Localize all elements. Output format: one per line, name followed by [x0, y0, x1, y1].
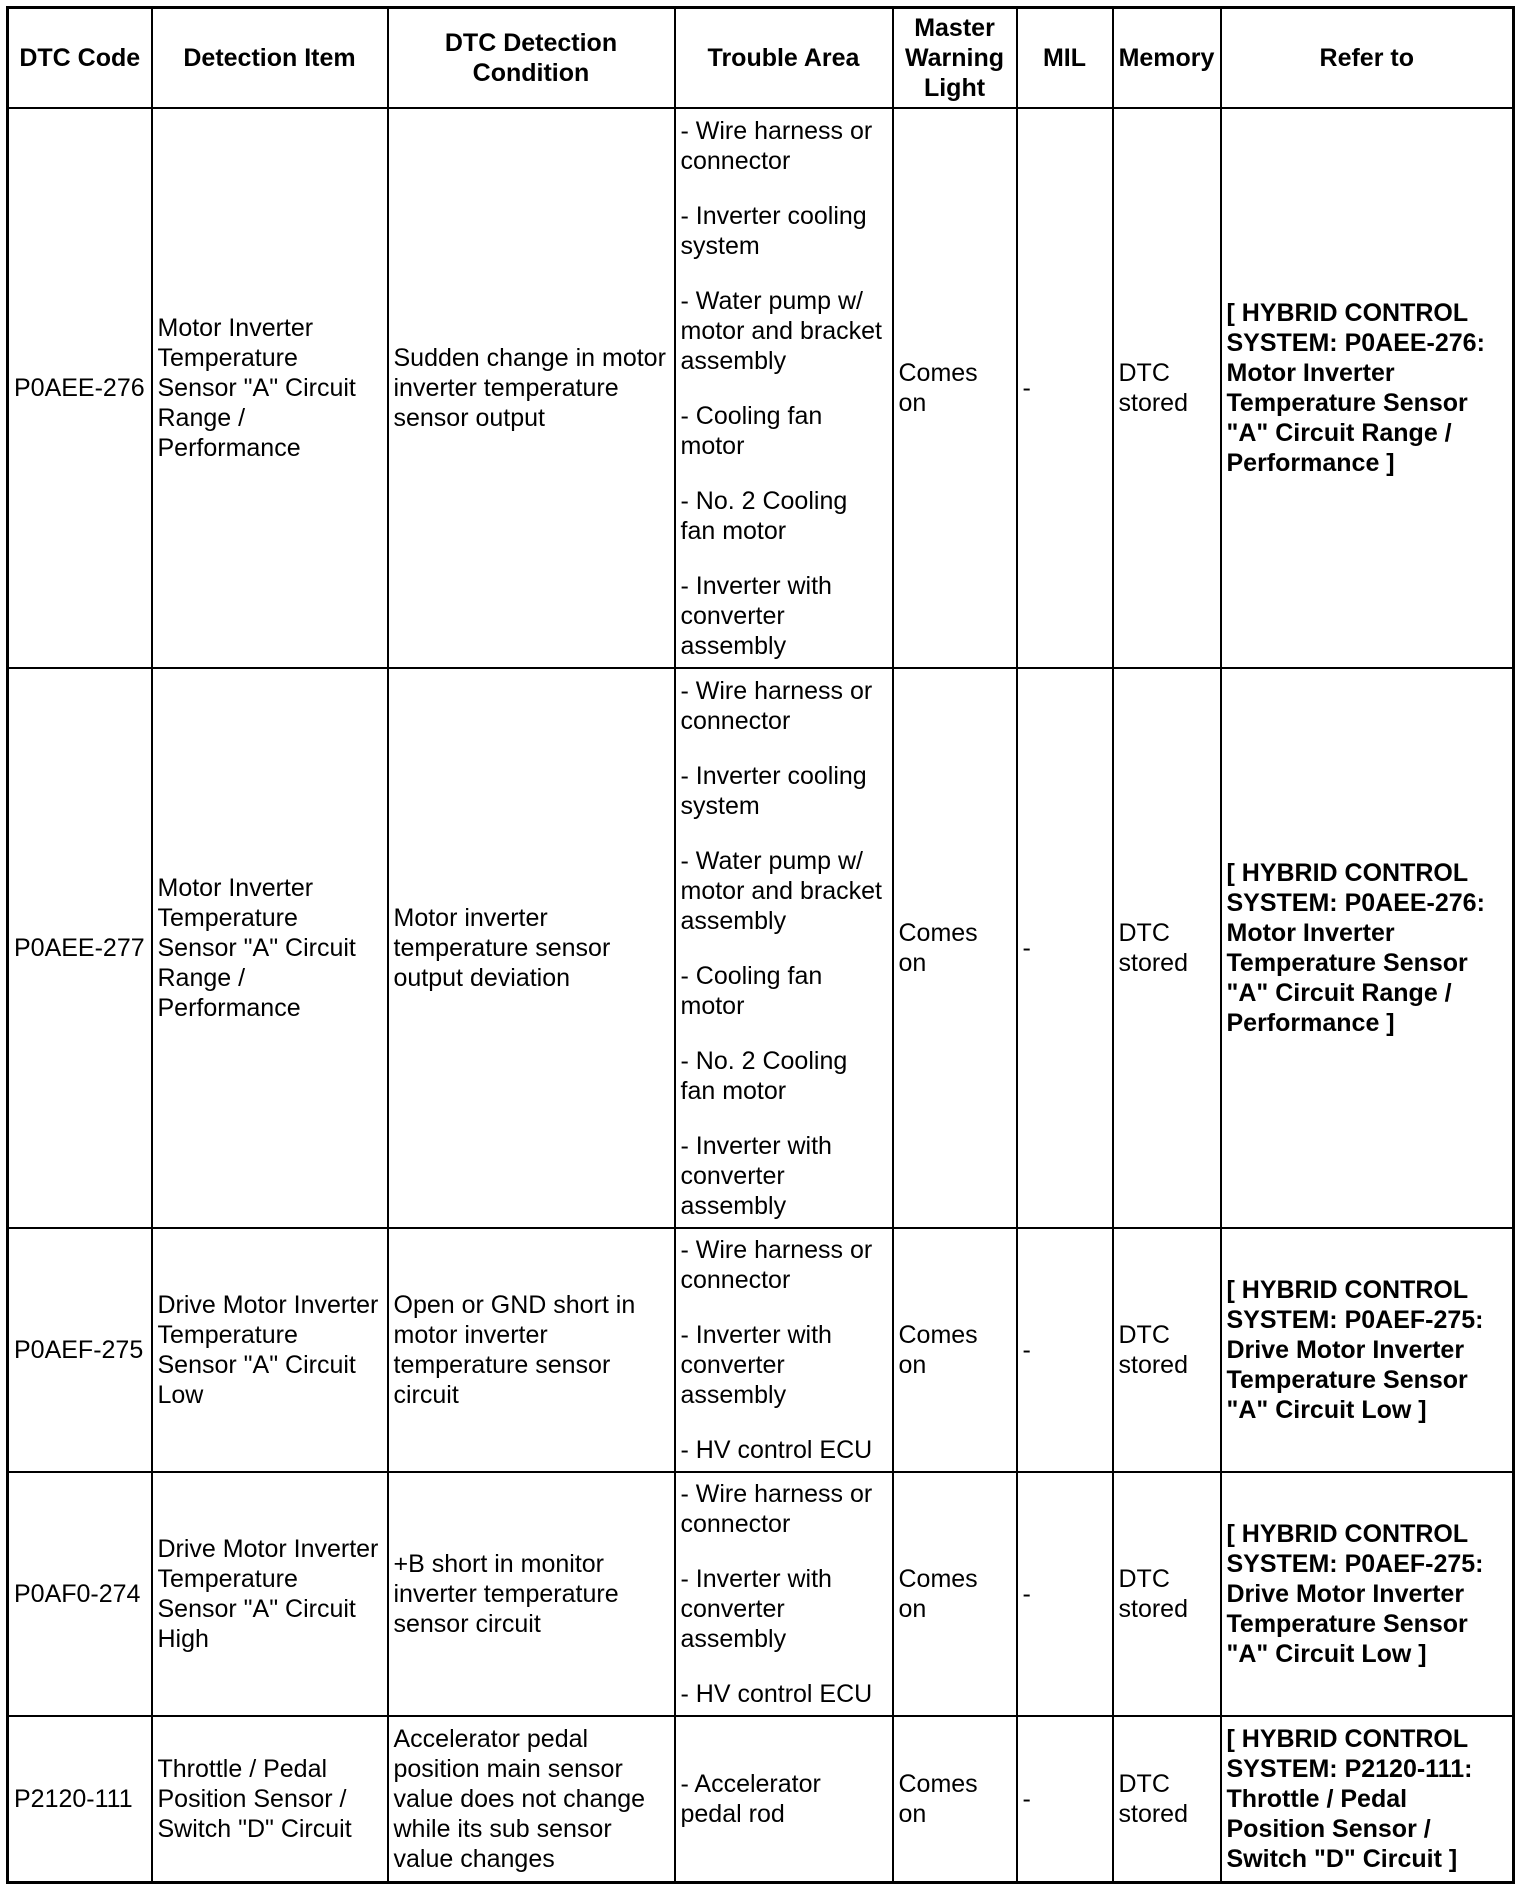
trouble-area-item: - Cooling fan motor	[680, 401, 823, 460]
trouble-area-item: - Wire harness or connector	[680, 1480, 873, 1538]
dtc-code-cell: P0AEE-277	[8, 668, 152, 1228]
dtc-table	[6, 6, 1515, 1884]
trouble-area-item: - No. 2 Cooling fan motor	[680, 1046, 848, 1105]
detection-item-cell: Throttle / Pedal Position Sensor / Switch "D" Circuit	[152, 1716, 388, 1883]
header-detection-condition: DTC Detection Condition	[388, 8, 675, 109]
detection-item-cell: Drive Motor Inverter Temperature Sensor "A" Circuit Low	[152, 1228, 388, 1472]
dtc-code-cell: P0AEF-275	[8, 1228, 152, 1472]
master-warning-light-cell: Comes on	[893, 668, 1017, 1228]
header-mil: MIL	[1017, 8, 1113, 109]
detection-item-cell: Motor Inverter Temperature Sensor "A" Circuit Range / Performance	[152, 108, 388, 668]
dtc-table-container	[6, 6, 1512, 1884]
detection-condition-cell: Motor inverter temperature sensor output deviation	[388, 668, 675, 1228]
trouble-area-cell	[675, 668, 893, 1228]
detection-condition-cell: Sudden change in motor inverter temperature sensor output	[388, 108, 675, 668]
detection-condition-cell: Open or GND short in motor inverter temperature sensor circuit	[388, 1228, 675, 1472]
trouble-area-item: - HV control ECU	[680, 1436, 873, 1464]
table-row	[8, 668, 1514, 1228]
trouble-area-item: - HV control ECU	[680, 1680, 873, 1708]
dtc-code-cell: P0AF0-274	[8, 1472, 152, 1716]
refer-to-cell: [ HYBRID CONTROL SYSTEM: P0AEF-275: Drive Motor Inverter Temperature Sensor "A" Circuit Low ]	[1221, 1228, 1514, 1472]
trouble-area-cell	[675, 1228, 893, 1472]
header-master-warning-light: Master Warning Light	[893, 8, 1017, 109]
table-row	[8, 1716, 1514, 1883]
trouble-area-item: - Inverter cooling system	[680, 761, 867, 820]
trouble-area-item: - Inverter with converter assembly	[680, 1131, 832, 1220]
trouble-area-item: - Inverter with converter assembly	[680, 1565, 832, 1653]
master-warning-light-cell: Comes on	[893, 1472, 1017, 1716]
mil-cell: -	[1017, 1716, 1113, 1883]
header-trouble-area: Trouble Area	[675, 8, 893, 109]
trouble-area-item: - Inverter cooling system	[680, 201, 867, 260]
master-warning-light-cell: Comes on	[893, 1228, 1017, 1472]
table-row	[8, 108, 1514, 668]
dtc-code-cell: P0AEE-276	[8, 108, 152, 668]
trouble-area-cell	[675, 1716, 893, 1883]
mil-cell: -	[1017, 108, 1113, 668]
trouble-area-item: - Inverter with converter assembly	[680, 1321, 832, 1409]
refer-to-cell: [ HYBRID CONTROL SYSTEM: P0AEF-275: Drive Motor Inverter Temperature Sensor "A" Circuit Low ]	[1221, 1472, 1514, 1716]
master-warning-light-cell: Comes on	[893, 1716, 1017, 1883]
header-refer-to: Refer to	[1221, 8, 1514, 109]
memory-cell: DTC stored	[1113, 1472, 1221, 1716]
memory-cell: DTC stored	[1113, 668, 1221, 1228]
refer-to-cell: [ HYBRID CONTROL SYSTEM: P0AEE-276: Motor Inverter Temperature Sensor "A" Circuit Range / Performance ]	[1221, 108, 1514, 668]
mil-cell: -	[1017, 1228, 1113, 1472]
table-header-row	[8, 8, 1514, 109]
header-memory: Memory	[1113, 8, 1221, 109]
header-dtc-code: DTC Code	[8, 8, 152, 109]
memory-cell: DTC stored	[1113, 1716, 1221, 1883]
refer-to-cell: [ HYBRID CONTROL SYSTEM: P0AEE-276: Motor Inverter Temperature Sensor "A" Circuit Range / Performance ]	[1221, 668, 1514, 1228]
detection-item-cell: Drive Motor Inverter Temperature Sensor "A" Circuit High	[152, 1472, 388, 1716]
trouble-area-item: - Wire harness or connector	[680, 676, 873, 735]
trouble-area-item: - Water pump w/ motor and bracket assembly	[680, 846, 882, 935]
trouble-area-item: - Wire harness or connector	[680, 1236, 873, 1294]
table-row	[8, 1228, 1514, 1472]
trouble-area-cell	[675, 108, 893, 668]
detection-condition-cell: +B short in monitor inverter temperature sensor circuit	[388, 1472, 675, 1716]
mil-cell: -	[1017, 1472, 1113, 1716]
master-warning-light-cell: Comes on	[893, 108, 1017, 668]
trouble-area-cell	[675, 1472, 893, 1716]
header-detection-item: Detection Item	[152, 8, 388, 109]
trouble-area-item: - Accelerator pedal rod	[680, 1770, 821, 1828]
trouble-area-item: - Inverter with converter assembly	[680, 571, 832, 660]
trouble-area-item: - Water pump w/ motor and bracket assembly	[680, 286, 882, 375]
memory-cell: DTC stored	[1113, 108, 1221, 668]
table-row	[8, 1472, 1514, 1716]
memory-cell: DTC stored	[1113, 1228, 1221, 1472]
trouble-area-item: - No. 2 Cooling fan motor	[680, 486, 848, 545]
detection-condition-cell: Accelerator pedal position main sensor value does not change while its sub sensor value changes	[388, 1716, 675, 1883]
mil-cell: -	[1017, 668, 1113, 1228]
trouble-area-item: - Cooling fan motor	[680, 961, 823, 1020]
dtc-code-cell: P2120-111	[8, 1716, 152, 1883]
refer-to-cell: [ HYBRID CONTROL SYSTEM: P2120-111: Throttle / Pedal Position Sensor / Switch "D" Circuit ]	[1221, 1716, 1514, 1883]
detection-item-cell: Motor Inverter Temperature Sensor "A" Circuit Range / Performance	[152, 668, 388, 1228]
trouble-area-item: - Wire harness or connector	[680, 116, 873, 175]
